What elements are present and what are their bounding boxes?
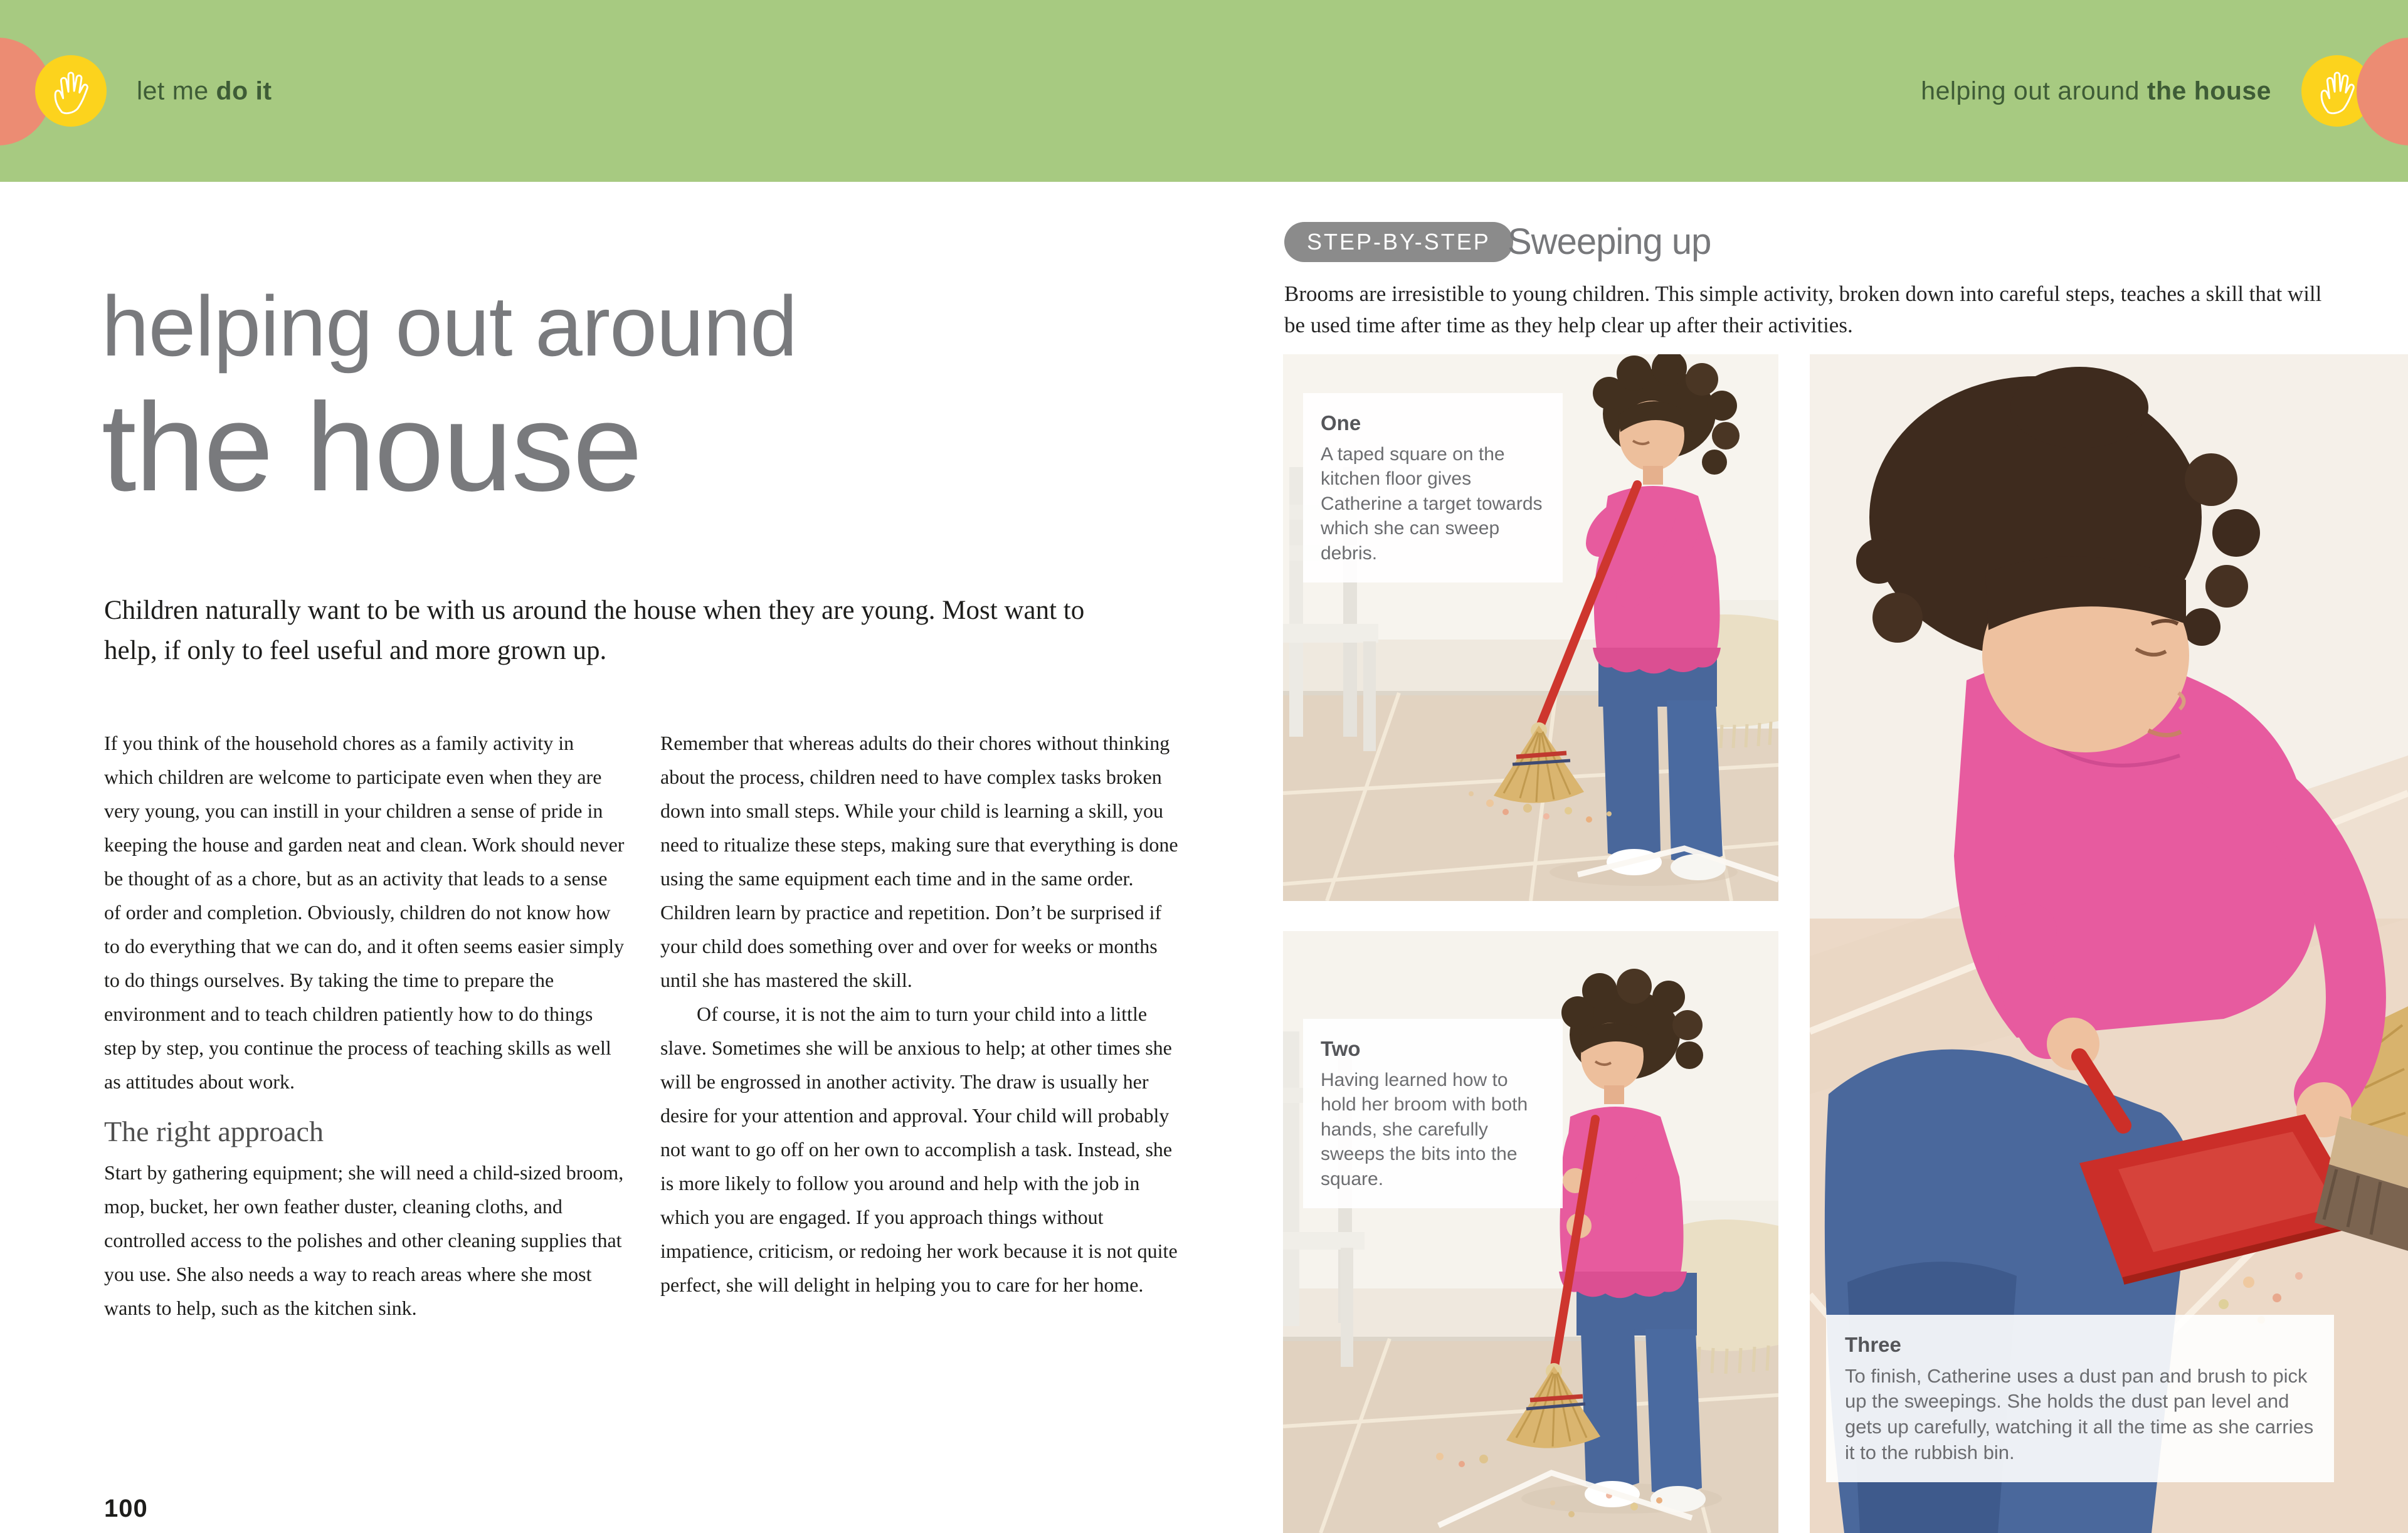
step-one-label: One xyxy=(1321,411,1361,435)
intro-paragraph: Children naturally want to be with us around the house when they are young. Most want to help, if only to feel useful and more grown up. xyxy=(104,596,1085,665)
column2-paragraph2: Of course, it is not the aim to turn your child into a little slave. Sometimes she will be anxious to help; at other times she will be engrossed in another activity. The draw is usually her desire for your attention and approval. Your child will probably not want to go off on her own to accomplish a task. Instead, she is more likely to follow you around and help with the job in which you are engaged. If you approach things without impatience, criticism, or redoing her work because it is not quite perfect, she will delight in helping you to care for her home. xyxy=(660,1003,1178,1296)
step-three-text: To finish, Catherine uses a dust pan and brush to pick up the sweepings. She holds the dust pan level and gets up carefully, watching it all the time as she carries it to the rubbish bin. xyxy=(1845,1364,2314,1464)
page-title-line2: the house xyxy=(102,377,642,517)
body-column-1 xyxy=(104,726,625,1325)
step-caption-one xyxy=(1303,393,1563,582)
column1-subheading: The right approach xyxy=(104,1115,324,1147)
header-right-bold: the house xyxy=(2147,76,2271,105)
column2-paragraph1: Remember that whereas adults do their chores without thinking about the process, children need to have complex tasks broken down into small steps. While your child is learning a skill, you need to ritualize these steps, making sure that everything is done using the same equipment each time and in the same order. Children learn by practice and repetition. Don’t be surprised if your child does something over and over for weeks or months until she has mastered the skill. xyxy=(660,732,1178,991)
column1-paragraph1: If you think of the household chores as a family activity in which children are welcome to participate even when they are very young, you can instill in your children a sense of pride in keeping the house and garden neat and clean. Work should never be thought of as a chore, but as an activity that leads to a sense of order and completion. Obviously, children do not know how to do everything that we can do, and it often seems easier simply to do things ourselves. By taking the time to prepare the environment and to teach children patiently how to do things step by step, you continue the process of teaching skills as well as attitudes about work. xyxy=(104,732,625,1093)
section-intro: Brooms are irresistible to young children. This simple activity, broken down into careful steps, teaches a skill that will be used time after time as they help clear up after their activities. xyxy=(1284,282,2322,338)
header-label-left xyxy=(137,76,272,106)
step-one-text: A taped square on the kitchen floor gives Catherine a target towards which she can sweep debris. xyxy=(1321,443,1543,564)
header-left-regular: let me xyxy=(137,76,216,105)
body-columns xyxy=(104,726,1181,1325)
page-title xyxy=(102,278,797,517)
step-two-label: Two xyxy=(1321,1037,1361,1060)
step-three-label: Three xyxy=(1845,1333,1901,1356)
photo-girl-sweeping-standing xyxy=(1283,354,1778,901)
page-number: 100 xyxy=(104,1495,148,1522)
header-right-regular: helping out around xyxy=(1921,76,2147,105)
yellow-circle-left xyxy=(35,55,107,127)
hand-icon xyxy=(50,66,92,115)
header-left-bold: do it xyxy=(216,76,272,105)
page-title-line1: helping out around xyxy=(102,278,797,374)
step-by-step-badge: STEP-BY-STEP xyxy=(1284,222,1513,262)
column1-paragraph2: Start by gathering equipment; she will need a child-sized broom, mop, bucket, her own feather duster, cleaning cloths, and controlled access to the polishes and other cleaning supplies that you use. She also needs a way to reach areas where she most wants to help, such as the kitchen sink. xyxy=(104,1161,624,1319)
hand-icon xyxy=(2316,66,2358,115)
header-bar xyxy=(0,0,2408,182)
header-label-right xyxy=(1921,76,2271,106)
step-two-text: Having learned how to hold her broom with both hands, she carefully sweeps the bits into the square. xyxy=(1321,1069,1528,1189)
step-caption-three xyxy=(1826,1315,2334,1482)
photo-girl-sweeping-into-square xyxy=(1283,931,1778,1533)
step-caption-two xyxy=(1303,1019,1563,1208)
photo-girl-kneeling-dustpan-brush xyxy=(1810,354,2408,1533)
section-heading: Sweeping up xyxy=(1508,221,1711,262)
salmon-circle-right xyxy=(2357,38,2408,145)
body-column-2 xyxy=(660,726,1181,1325)
